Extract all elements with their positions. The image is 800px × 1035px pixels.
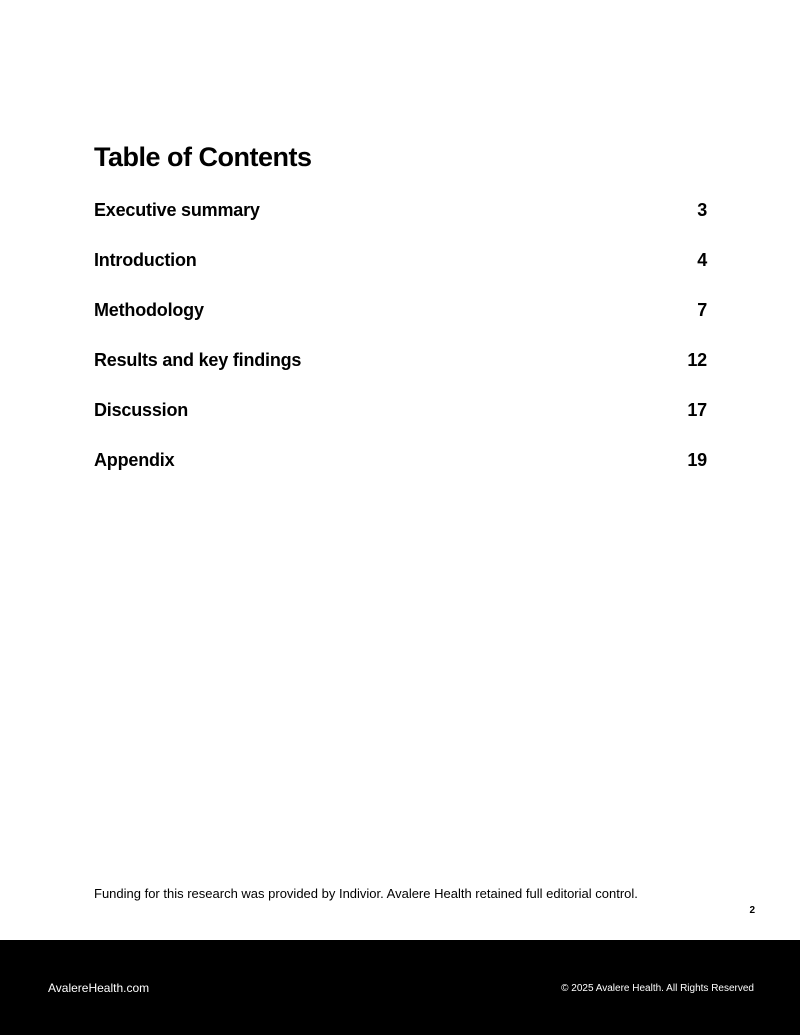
toc-entry-results[interactable]: [94, 348, 707, 398]
toc-entry-page: 12: [687, 350, 707, 370]
toc-entry-introduction[interactable]: [94, 248, 707, 298]
page-footer: [0, 940, 800, 1035]
toc-entry-label: Results and key findings: [94, 350, 302, 370]
table-of-contents: [94, 140, 707, 470]
toc-entry-discussion[interactable]: [94, 398, 707, 448]
toc-list: [94, 198, 707, 498]
toc-entry-executive-summary[interactable]: [94, 198, 707, 248]
toc-entry-appendix[interactable]: [94, 448, 707, 498]
toc-entry-label: Appendix: [94, 450, 175, 470]
toc-entry-page: 3: [697, 200, 707, 220]
toc-entry-methodology[interactable]: [94, 298, 707, 348]
toc-entry-label: Introduction: [94, 250, 197, 270]
footer-website-link[interactable]: AvalereHealth.com: [48, 981, 150, 995]
toc-entry-page: 4: [697, 250, 707, 270]
page-number: 2: [749, 905, 755, 916]
toc-title: Table of Contents: [94, 142, 312, 172]
footer-copyright: © 2025 Avalere Health. All Rights Reserved: [561, 983, 754, 994]
toc-entry-label: Discussion: [94, 400, 189, 420]
toc-entry-label: Executive summary: [94, 200, 260, 220]
toc-entry-label: Methodology: [94, 300, 204, 320]
toc-entry-page: 7: [697, 300, 707, 320]
toc-entry-page: 17: [687, 400, 707, 420]
toc-entry-page: 19: [687, 450, 707, 470]
funding-note: Funding for this research was provided by Indivior. Avalere Health retained full editorial control.: [94, 886, 638, 901]
